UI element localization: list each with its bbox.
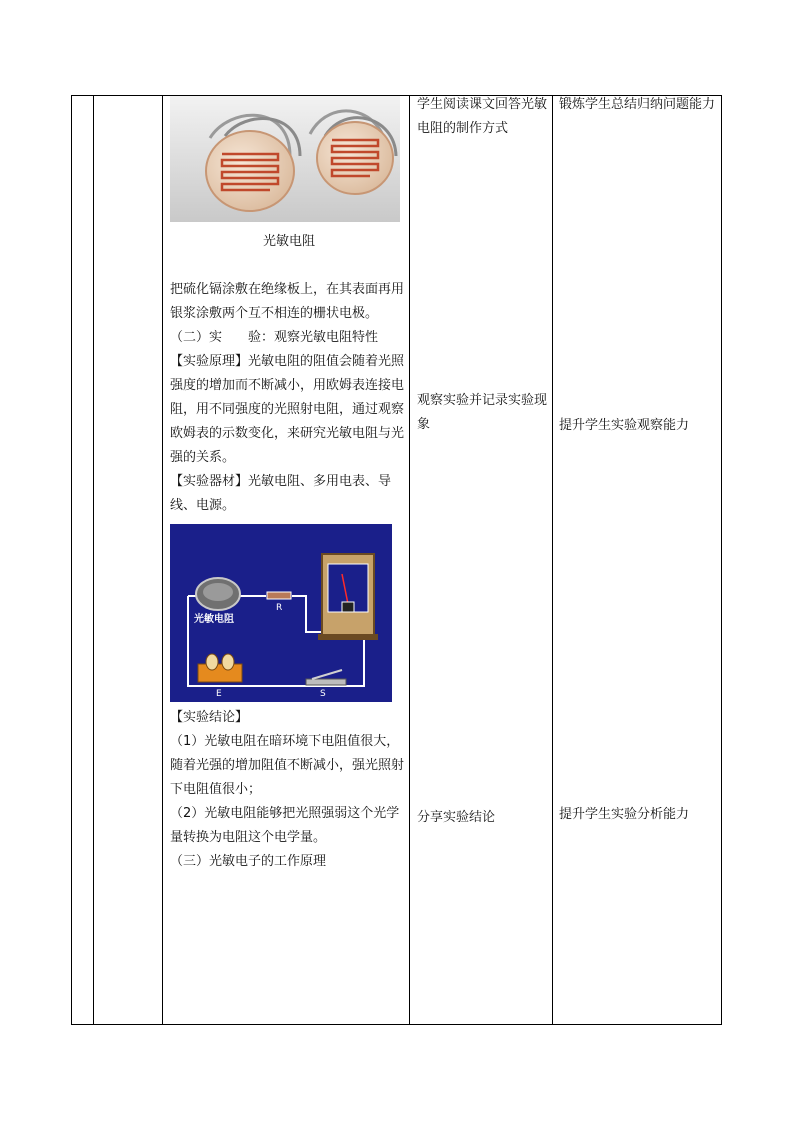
column-divider	[93, 96, 94, 1024]
paragraph-structure: 把硫化镉涂敷在绝缘板上，在其表面再用银浆涂敷两个互不相连的栅状电极。	[170, 282, 405, 321]
lesson-table	[71, 95, 722, 1025]
conclusion-item-2: （2）光敏电阻能够把光照强弱这个光学量转换为电阻这个电学量。	[170, 806, 400, 845]
circuit-diagram	[170, 524, 392, 702]
design-purpose-2: 提升学生实验观察能力	[559, 418, 690, 433]
column-divider	[409, 96, 410, 1024]
circuit-label-r: R	[276, 603, 283, 613]
circuit-label-ldr: 光敏电阻	[194, 614, 234, 625]
student-activity-1: 学生阅读课文回答光敏电阻的制作方式	[417, 97, 548, 136]
section-heading-experiment: （二）实 验：观察光敏电阻特性	[170, 330, 379, 345]
design-purpose-1: 锻炼学生总结归纳问题能力	[559, 97, 716, 112]
conclusion-item-1: （1）光敏电阻在暗环境下电阻值很大，随着光强的增加阻值不断减小，强光照射下电阻值很小；	[170, 734, 405, 797]
circuit-label-s: S	[320, 689, 326, 699]
design-purpose-3: 提升学生实验分析能力	[559, 807, 690, 822]
section-heading-working-principle: （三）光敏电子的工作原理	[170, 854, 327, 869]
circuit-label-e: E	[216, 689, 222, 699]
photoresistor-photo	[170, 96, 400, 222]
photo-caption: 光敏电阻	[262, 234, 315, 249]
experiment-materials: 【实验器材】光敏电阻、多用电表、导线、电源。	[170, 474, 392, 513]
student-activity-3: 分享实验结论	[417, 810, 496, 825]
experiment-principle: 【实验原理】光敏电阻的阻值会随着光照强度的增加而不断减小，用欧姆表连接电阻，用不同强度的光照射电阻，通过观察欧姆表的示数变化，来研究光敏电阻与光强的关系。	[170, 354, 405, 465]
column-divider	[552, 96, 553, 1024]
content-cell	[170, 96, 408, 874]
column-divider	[162, 96, 163, 1024]
student-activity-2: 观察实验并记录实验现象	[417, 393, 548, 432]
conclusion-heading: 【实验结论】	[170, 710, 249, 725]
